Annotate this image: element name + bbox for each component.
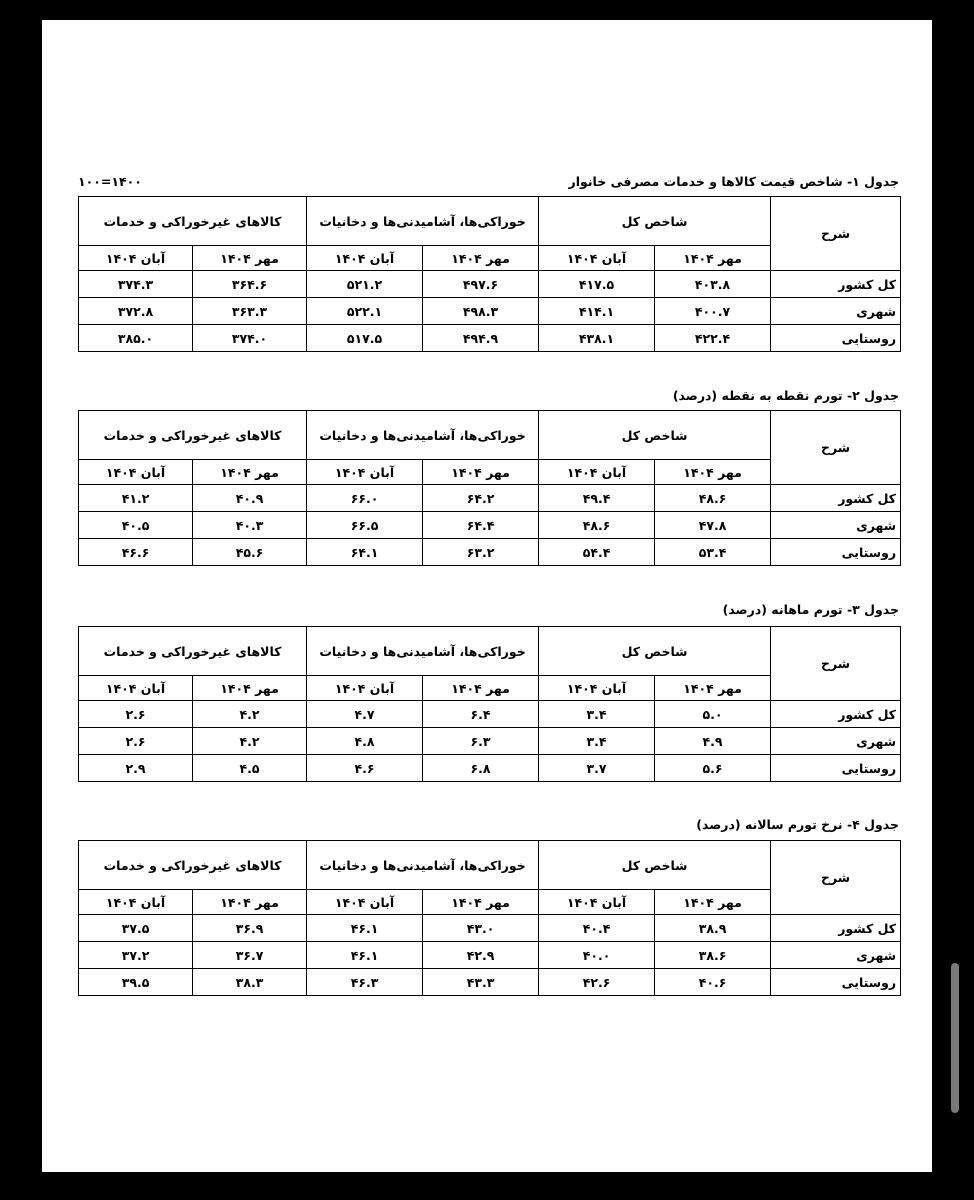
value-cell: ۳۸.۹ [655,915,771,942]
table-title: جدول ۲- تورم نقطه به نقطه (درصد) [672,388,899,403]
value-cell: ۶۶.۵ [307,512,423,539]
value-cell: ۶۴.۱ [307,539,423,566]
group-header: کالاهای غیرخوراکی و خدمات [79,411,307,460]
document-page [42,20,932,1172]
row-label: روستایی [771,755,901,782]
month-header: مهر ۱۴۰۴ [423,246,539,271]
row-label: کل کشور [771,271,901,298]
value-cell: ۴۲۲.۴ [655,325,771,352]
month-header: آبان ۱۴۰۴ [307,246,423,271]
value-cell: ۴.۹ [655,728,771,755]
value-cell: ۵۲۱.۲ [307,271,423,298]
value-cell: ۴۹۸.۳ [423,298,539,325]
value-cell: ۵.۶ [655,755,771,782]
data-table [78,626,901,782]
month-header: آبان ۱۴۰۴ [539,890,655,915]
group-header: کالاهای غیرخوراکی و خدمات [79,197,307,246]
group-header-row [79,197,901,246]
value-cell: ۶۴.۴ [423,512,539,539]
month-header: مهر ۱۴۰۴ [423,460,539,485]
value-cell: ۶۳.۲ [423,539,539,566]
value-cell: ۴۳۸.۱ [539,325,655,352]
description-header: شرح [771,841,901,915]
month-header: مهر ۱۴۰۴ [655,246,771,271]
row-label: شهری [771,728,901,755]
row-label: روستایی [771,969,901,996]
table-row [79,325,901,352]
value-cell: ۴۰۰.۷ [655,298,771,325]
month-header: مهر ۱۴۰۴ [423,676,539,701]
value-cell: ۳.۷ [539,755,655,782]
value-cell: ۳۶۳.۳ [193,298,307,325]
table-row [79,539,901,566]
month-header: مهر ۱۴۰۴ [655,460,771,485]
table-title: جدول ۳- تورم ماهانه (درصد) [722,602,899,617]
value-cell: ۳.۴ [539,728,655,755]
table-row [79,701,901,728]
description-header: شرح [771,627,901,701]
value-cell: ۴۶.۶ [79,539,193,566]
value-cell: ۴۹.۴ [539,485,655,512]
value-cell: ۴۹۷.۶ [423,271,539,298]
group-header-row [79,411,901,460]
table-row [79,298,901,325]
month-header: مهر ۱۴۰۴ [193,890,307,915]
value-cell: ۴۶.۳ [307,969,423,996]
value-cell: ۴۰.۵ [79,512,193,539]
table-row [79,969,901,996]
group-header: شاخص کل [539,411,771,460]
value-cell: ۴.۶ [307,755,423,782]
month-header: مهر ۱۴۰۴ [193,460,307,485]
value-cell: ۳۷.۲ [79,942,193,969]
month-header: آبان ۱۴۰۴ [307,460,423,485]
value-cell: ۳۷۴.۳ [79,271,193,298]
group-header: خوراکی‌ها، آشامیدنی‌ها و دخانیات [307,627,539,676]
value-cell: ۴۲.۹ [423,942,539,969]
value-cell: ۴۱.۲ [79,485,193,512]
group-header: شاخص کل [539,841,771,890]
value-cell: ۴.۷ [307,701,423,728]
data-table [78,196,901,352]
value-cell: ۳۸.۳ [193,969,307,996]
value-cell: ۵۲۲.۱ [307,298,423,325]
value-cell: ۴۰.۴ [539,915,655,942]
value-cell: ۴۰.۰ [539,942,655,969]
value-cell: ۴.۸ [307,728,423,755]
table-row [79,755,901,782]
month-header: مهر ۱۴۰۴ [655,676,771,701]
value-cell: ۲.۶ [79,701,193,728]
value-cell: ۵۴.۴ [539,539,655,566]
row-label: کل کشور [771,915,901,942]
value-cell: ۴۰.۳ [193,512,307,539]
value-cell: ۴۸.۶ [655,485,771,512]
base-year-note: ۱۰۰=۱۴۰۰ [78,174,142,189]
value-cell: ۳۶.۷ [193,942,307,969]
value-cell: ۴۱۴.۱ [539,298,655,325]
group-header: شاخص کل [539,627,771,676]
value-cell: ۴.۲ [193,728,307,755]
value-cell: ۳۹.۵ [79,969,193,996]
value-cell: ۴۰.۹ [193,485,307,512]
vertical-scrollbar[interactable] [951,963,959,1113]
value-cell: ۴.۲ [193,701,307,728]
value-cell: ۲.۹ [79,755,193,782]
month-header: آبان ۱۴۰۴ [307,890,423,915]
value-cell: ۳۸.۶ [655,942,771,969]
value-cell: ۵.۰ [655,701,771,728]
description-header: شرح [771,197,901,271]
table-caption [78,172,899,192]
value-cell: ۴۹۴.۹ [423,325,539,352]
value-cell: ۴۰۳.۸ [655,271,771,298]
month-header: آبان ۱۴۰۴ [79,890,193,915]
value-cell: ۶.۴ [423,701,539,728]
group-header: کالاهای غیرخوراکی و خدمات [79,627,307,676]
value-cell: ۶۴.۲ [423,485,539,512]
table-caption [78,386,899,406]
group-header: کالاهای غیرخوراکی و خدمات [79,841,307,890]
month-header: مهر ۱۴۰۴ [423,890,539,915]
value-cell: ۶.۸ [423,755,539,782]
group-header: خوراکی‌ها، آشامیدنی‌ها و دخانیات [307,197,539,246]
month-header: آبان ۱۴۰۴ [539,246,655,271]
value-cell: ۳۸۵.۰ [79,325,193,352]
value-cell: ۴۶.۱ [307,942,423,969]
value-cell: ۴۷.۸ [655,512,771,539]
month-header: مهر ۱۴۰۴ [193,246,307,271]
row-label: کل کشور [771,701,901,728]
value-cell: ۴۲.۶ [539,969,655,996]
table-title: جدول ۴- نرخ تورم سالانه (درصد) [696,817,899,832]
row-label: شهری [771,942,901,969]
value-cell: ۴.۵ [193,755,307,782]
value-cell: ۳۷.۵ [79,915,193,942]
value-cell: ۳۶۴.۶ [193,271,307,298]
description-header: شرح [771,411,901,485]
month-header: مهر ۱۴۰۴ [655,890,771,915]
value-cell: ۵۱۷.۵ [307,325,423,352]
month-header: آبان ۱۴۰۴ [539,676,655,701]
table-row [79,512,901,539]
table-caption [78,815,899,835]
group-header-row [79,841,901,890]
row-label: روستایی [771,539,901,566]
table-row [79,271,901,298]
group-header: شاخص کل [539,197,771,246]
value-cell: ۳.۴ [539,701,655,728]
value-cell: ۴۱۷.۵ [539,271,655,298]
month-header: آبان ۱۴۰۴ [539,460,655,485]
month-header: آبان ۱۴۰۴ [79,460,193,485]
value-cell: ۵۳.۴ [655,539,771,566]
table-row [79,485,901,512]
table-row [79,728,901,755]
row-label: شهری [771,298,901,325]
month-header: آبان ۱۴۰۴ [307,676,423,701]
table-title: جدول ۱- شاخص قیمت کالاها و خدمات مصرفی خانوار [568,174,899,189]
value-cell: ۳۷۴.۰ [193,325,307,352]
value-cell: ۶.۳ [423,728,539,755]
row-label: کل کشور [771,485,901,512]
value-cell: ۳۷۲.۸ [79,298,193,325]
table-row [79,915,901,942]
group-header: خوراکی‌ها، آشامیدنی‌ها و دخانیات [307,841,539,890]
table-row [79,942,901,969]
group-header-row [79,627,901,676]
month-header: آبان ۱۴۰۴ [79,246,193,271]
value-cell: ۴۳.۰ [423,915,539,942]
data-table [78,840,901,996]
row-label: شهری [771,512,901,539]
value-cell: ۶۶.۰ [307,485,423,512]
table-caption [78,600,899,620]
data-table [78,410,901,566]
value-cell: ۴۰.۶ [655,969,771,996]
value-cell: ۴۳.۳ [423,969,539,996]
value-cell: ۲.۶ [79,728,193,755]
value-cell: ۳۶.۹ [193,915,307,942]
month-header: آبان ۱۴۰۴ [79,676,193,701]
row-label: روستایی [771,325,901,352]
value-cell: ۴۶.۱ [307,915,423,942]
value-cell: ۴۵.۶ [193,539,307,566]
value-cell: ۴۸.۶ [539,512,655,539]
group-header: خوراکی‌ها، آشامیدنی‌ها و دخانیات [307,411,539,460]
month-header: مهر ۱۴۰۴ [193,676,307,701]
